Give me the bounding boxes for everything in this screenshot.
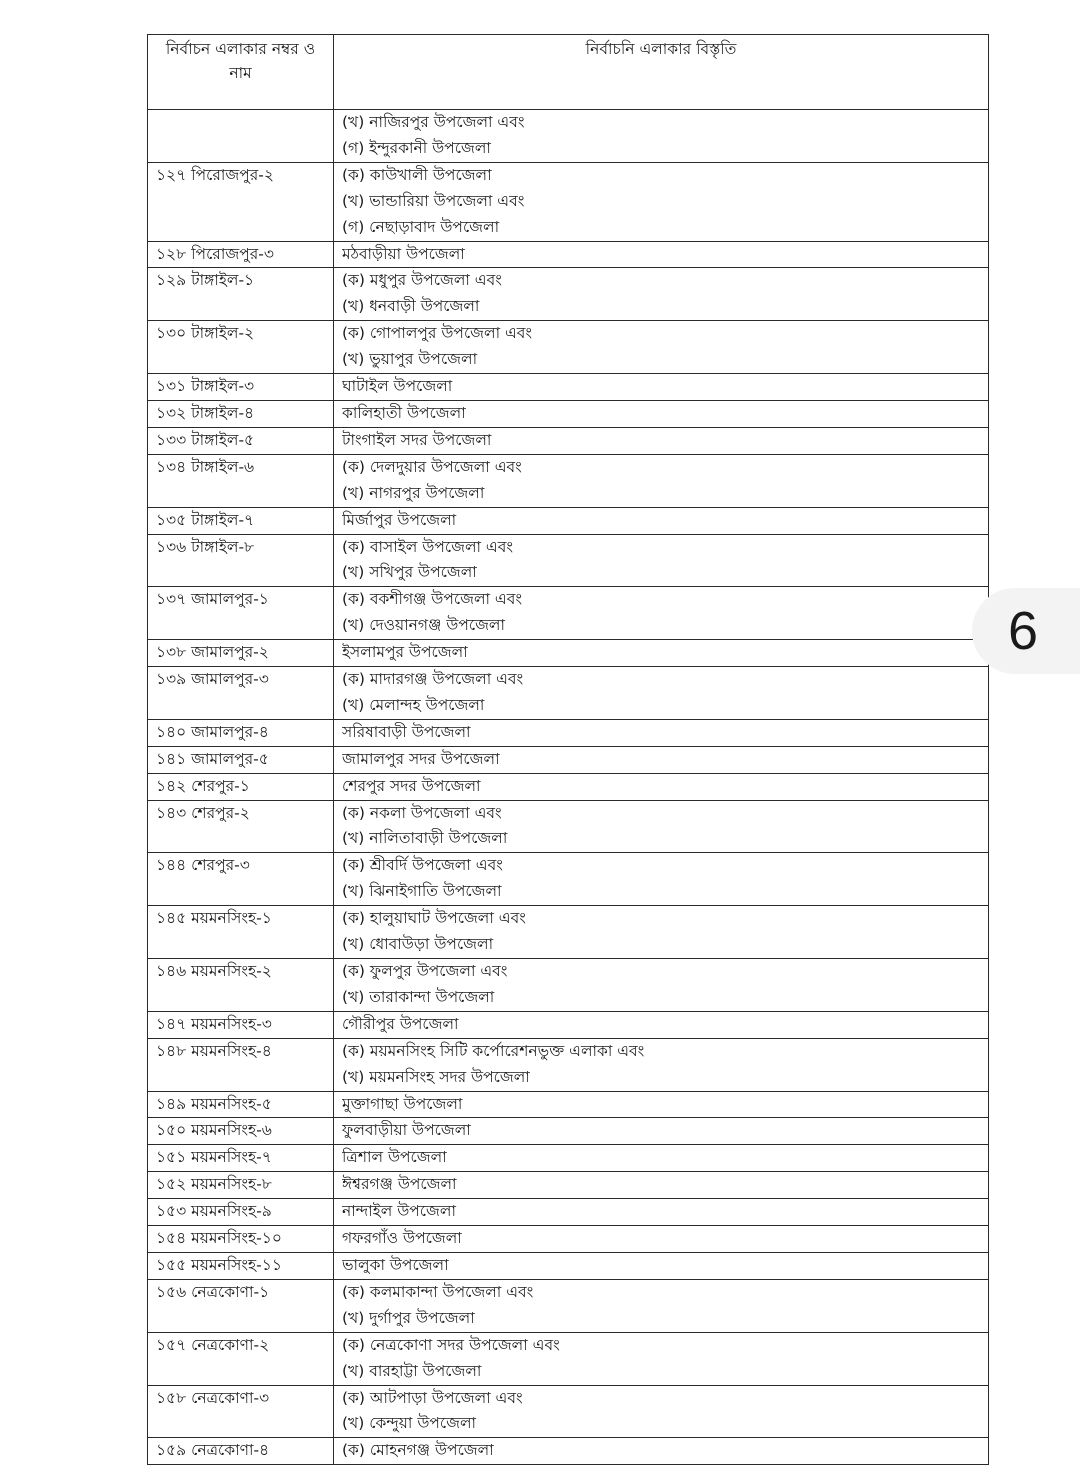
- area-cell: [334, 507, 989, 534]
- area-line: (খ) নাগরপুর উপজেলা: [342, 483, 485, 502]
- table-row: [148, 162, 989, 241]
- area-cell: [334, 1438, 989, 1465]
- area-line: ভালুকা উপজেলা: [342, 1255, 449, 1274]
- area-cell: [334, 321, 989, 374]
- area-line: (খ) নালিতাবাড়ী উপজেলা: [342, 829, 508, 848]
- area-cell: [334, 534, 989, 587]
- area-line: গফরগাঁও উপজেলা: [342, 1229, 462, 1248]
- table-row: [148, 800, 989, 853]
- table-row: [148, 853, 989, 906]
- area-cell: [334, 587, 989, 640]
- area-line: নান্দাইল উপজেলা: [342, 1202, 456, 1221]
- area-line: (ক) মধুপুর উপজেলা এবং: [342, 271, 502, 290]
- area-cell: [334, 427, 989, 454]
- table-row: [148, 427, 989, 454]
- area-cell: [334, 1038, 989, 1091]
- area-cell: [334, 1332, 989, 1385]
- area-cell: [334, 162, 989, 241]
- area-line: (ক) হালুয়াঘাট উপজেলা এবং: [342, 909, 526, 928]
- table-row: [148, 1438, 989, 1465]
- table-row: [148, 773, 989, 800]
- table-row: [148, 906, 989, 959]
- area-cell: [334, 268, 989, 321]
- table-row: [148, 719, 989, 746]
- constituency-cell: ১৪৯ ময়মনসিংহ-৫: [148, 1091, 334, 1118]
- table-row: [148, 640, 989, 667]
- header-constituency: নির্বাচন এলাকার নম্বর ও নাম: [148, 35, 334, 110]
- constituency-cell: ১৫৭ নেত্রকোণা-২: [148, 1332, 334, 1385]
- constituency-cell: ১৫৬ নেত্রকোণা-১: [148, 1279, 334, 1332]
- area-line: মির্জাপুর উপজেলা: [342, 510, 457, 529]
- area-cell: [334, 1091, 989, 1118]
- area-line: (ক) দেলদুয়ার উপজেলা এবং: [342, 457, 522, 476]
- area-line: (খ) বারহাট্টা উপজেলা: [342, 1361, 482, 1380]
- table-row: [148, 241, 989, 268]
- table-row: [148, 454, 989, 507]
- constituency-cell: ১৫৫ ময়মনসিংহ-১১: [148, 1252, 334, 1279]
- area-line: (খ) নাজিরপুর উপজেলা এবং: [342, 113, 525, 131]
- constituency-cell: ১৪৬ ময়মনসিংহ-২: [148, 959, 334, 1012]
- area-line: (ক) শ্রীবর্দি উপজেলা এবং: [342, 856, 503, 875]
- constituency-cell: ১৪৩ শেরপুর-২: [148, 800, 334, 853]
- table-body: [148, 110, 989, 1465]
- area-line: (ক) বকশীগঞ্জ উপজেলা এবং: [342, 590, 523, 609]
- table-header-row: [148, 35, 989, 110]
- constituency-cell: ১৩৩ টাঙ্গাইল-৫: [148, 427, 334, 454]
- table-row: [148, 1038, 989, 1091]
- constituency-cell: ১৪৮ ময়মনসিংহ-৪: [148, 1038, 334, 1091]
- area-line: শেরপুর সদর উপজেলা: [342, 776, 481, 795]
- area-cell: [334, 773, 989, 800]
- area-line: টাংগাইল সদর উপজেলা: [342, 430, 492, 449]
- constituency-cell: ১৩৭ জামালপুর-১: [148, 587, 334, 640]
- table-row: [148, 959, 989, 1012]
- area-line: (ক) ফুলপুর উপজেলা এবং: [342, 962, 508, 980]
- area-cell: [334, 374, 989, 401]
- area-line: ত্রিশাল উপজেলা: [342, 1148, 447, 1167]
- area-line: (ক) নেত্রকোণা সদর উপজেলা এবং: [342, 1335, 560, 1354]
- table-row: [148, 268, 989, 321]
- area-line: ফুলবাড়ীয়া উপজেলা: [342, 1121, 471, 1140]
- area-cell: [334, 1385, 989, 1438]
- area-cell: [334, 719, 989, 746]
- constituency-cell: ১৫৪ ময়মনসিংহ-১০: [148, 1226, 334, 1253]
- constituency-cell: ১৫৮ নেত্রকোণা-৩: [148, 1385, 334, 1438]
- area-line: (ক) গোপালপুর উপজেলা এবং: [342, 324, 533, 343]
- table-row: [148, 1118, 989, 1145]
- table-row: [148, 1226, 989, 1253]
- table-row: [148, 321, 989, 374]
- area-line: (খ) ঝিনাইগাতি উপজেলা: [342, 882, 502, 901]
- area-line: (গ) ইন্দুরকানী উপজেলা: [342, 138, 491, 157]
- constituency-cell: ১৪০ জামালপুর-৪: [148, 719, 334, 746]
- area-cell: [334, 454, 989, 507]
- area-line: জামালপুর সদর উপজেলা: [342, 749, 500, 768]
- area-cell: [334, 800, 989, 853]
- table-row: [148, 400, 989, 427]
- constituency-cell: ১৪২ শেরপুর-১: [148, 773, 334, 800]
- page-number: 6: [1008, 601, 1039, 661]
- constituency-cell: ১৩৬ টাঙ্গাইল-৮: [148, 534, 334, 587]
- constituency-cell: [148, 110, 334, 163]
- area-line: (খ) সখিপুর উপজেলা: [342, 563, 477, 582]
- constituency-cell: ১৫০ ময়মনসিংহ-৬: [148, 1118, 334, 1145]
- area-line: মুক্তাগাছা উপজেলা: [342, 1094, 463, 1113]
- area-line: (খ) দুর্গাপুর উপজেলা: [342, 1308, 475, 1327]
- table-row: [148, 1385, 989, 1438]
- constituency-cell: ১৪৫ ময়মনসিংহ-১: [148, 906, 334, 959]
- area-line: কালিহাতী উপজেলা: [342, 403, 466, 422]
- table-row: [148, 1252, 989, 1279]
- table-row: [148, 507, 989, 534]
- area-line: (ক) কাউখালী উপজেলা: [342, 165, 492, 184]
- area-line: (গ) নেছাড়াবাদ উপজেলা: [342, 217, 500, 236]
- area-line: ইসলামপুর উপজেলা: [342, 643, 468, 662]
- constituency-cell: ১৩৮ জামালপুর-২: [148, 640, 334, 667]
- area-line: (খ) ভুয়াপুর উপজেলা: [342, 350, 478, 369]
- area-line: (খ) মেলান্দহ উপজেলা: [342, 695, 485, 714]
- area-line: (খ) ময়মনসিংহ সদর উপজেলা: [342, 1067, 530, 1086]
- constituency-cell: ১২৮ পিরোজপুর-৩: [148, 241, 334, 268]
- constituency-cell: ১৩৪ টাঙ্গাইল-৬: [148, 454, 334, 507]
- table-row: [148, 1011, 989, 1038]
- constituency-cell: ১৫৯ নেত্রকোণা-৪: [148, 1438, 334, 1465]
- area-line: (খ) ধনবাড়ী উপজেলা: [342, 297, 480, 316]
- table-row: [148, 667, 989, 720]
- table-row: [148, 1145, 989, 1172]
- area-line: (ক) ময়মনসিংহ সিটি কর্পোরেশনভুক্ত এলাকা এবং: [342, 1041, 645, 1060]
- area-cell: [334, 959, 989, 1012]
- area-line: (খ) ধোবাউড়া উপজেলা: [342, 935, 494, 954]
- area-cell: [334, 110, 989, 163]
- area-cell: [334, 400, 989, 427]
- area-line: ঈশ্বরগঞ্জ উপজেলা: [342, 1175, 457, 1194]
- area-line: ঘাটাইল উপজেলা: [342, 377, 453, 396]
- constituency-table: [147, 34, 989, 1465]
- area-line: (খ) তারাকান্দা উপজেলা: [342, 987, 495, 1006]
- area-cell: [334, 1118, 989, 1145]
- area-cell: [334, 746, 989, 773]
- area-cell: [334, 1011, 989, 1038]
- table-row: [148, 110, 989, 163]
- area-cell: [334, 1172, 989, 1199]
- area-cell: [334, 1226, 989, 1253]
- area-cell: [334, 241, 989, 268]
- area-line: সরিষাবাড়ী উপজেলা: [342, 722, 471, 741]
- area-line: মঠবাড়ীয়া উপজেলা: [342, 244, 465, 263]
- table-row: [148, 1332, 989, 1385]
- area-line: গৌরীপুর উপজেলা: [342, 1014, 459, 1033]
- area-line: (ক) মোহনগঞ্জ উপজেলা: [342, 1441, 494, 1460]
- constituency-cell: ১৪৭ ময়মনসিংহ-৩: [148, 1011, 334, 1038]
- constituency-cell: ১৩৫ টাঙ্গাইল-৭: [148, 507, 334, 534]
- constituency-cell: ১৪১ জামালপুর-৫: [148, 746, 334, 773]
- constituency-cell: ১৩২ টাঙ্গাইল-৪: [148, 400, 334, 427]
- area-cell: [334, 667, 989, 720]
- area-cell: [334, 1199, 989, 1226]
- constituency-cell: ১৩৯ জামালপুর-৩: [148, 667, 334, 720]
- area-cell: [334, 640, 989, 667]
- area-cell: [334, 906, 989, 959]
- constituency-cell: ১৫৩ ময়মনসিংহ-৯: [148, 1199, 334, 1226]
- area-cell: [334, 1279, 989, 1332]
- area-line: (ক) কলমাকান্দা উপজেলা এবং: [342, 1282, 534, 1301]
- table-row: [148, 1091, 989, 1118]
- constituency-cell: ১৫২ ময়মনসিংহ-৮: [148, 1172, 334, 1199]
- table-row: [148, 1172, 989, 1199]
- area-cell: [334, 853, 989, 906]
- area-line: (খ) দেওয়ানগঞ্জ উপজেলা: [342, 616, 505, 635]
- area-cell: [334, 1145, 989, 1172]
- area-line: (খ) কেন্দুয়া উপজেলা: [342, 1414, 477, 1433]
- constituency-cell: ১৩০ টাঙ্গাইল-২: [148, 321, 334, 374]
- area-line: (ক) মাদারগঞ্জ উপজেলা এবং: [342, 670, 524, 689]
- table-row: [148, 1199, 989, 1226]
- table-row: [148, 374, 989, 401]
- header-area-extent: নির্বাচনি এলাকার বিস্তৃতি: [334, 35, 989, 110]
- area-cell: [334, 1252, 989, 1279]
- table-row: [148, 534, 989, 587]
- area-line: (ক) বাসাইল উপজেলা এবং: [342, 537, 514, 556]
- table-row: [148, 1279, 989, 1332]
- table-row: [148, 746, 989, 773]
- constituency-cell: ১৪৪ শেরপুর-৩: [148, 853, 334, 906]
- constituency-cell: ১২৭ পিরোজপুর-২: [148, 162, 334, 241]
- constituency-cell: ১৫১ ময়মনসিংহ-৭: [148, 1145, 334, 1172]
- area-line: (ক) আটপাড়া উপজেলা এবং: [342, 1388, 523, 1407]
- area-line: (ক) নকলা উপজেলা এবং: [342, 803, 502, 822]
- constituency-cell: ১৩১ টাঙ্গাইল-৩: [148, 374, 334, 401]
- constituency-cell: ১২৯ টাঙ্গাইল-১: [148, 268, 334, 321]
- table-row: [148, 587, 989, 640]
- area-line: (খ) ভান্ডারিয়া উপজেলা এবং: [342, 191, 525, 210]
